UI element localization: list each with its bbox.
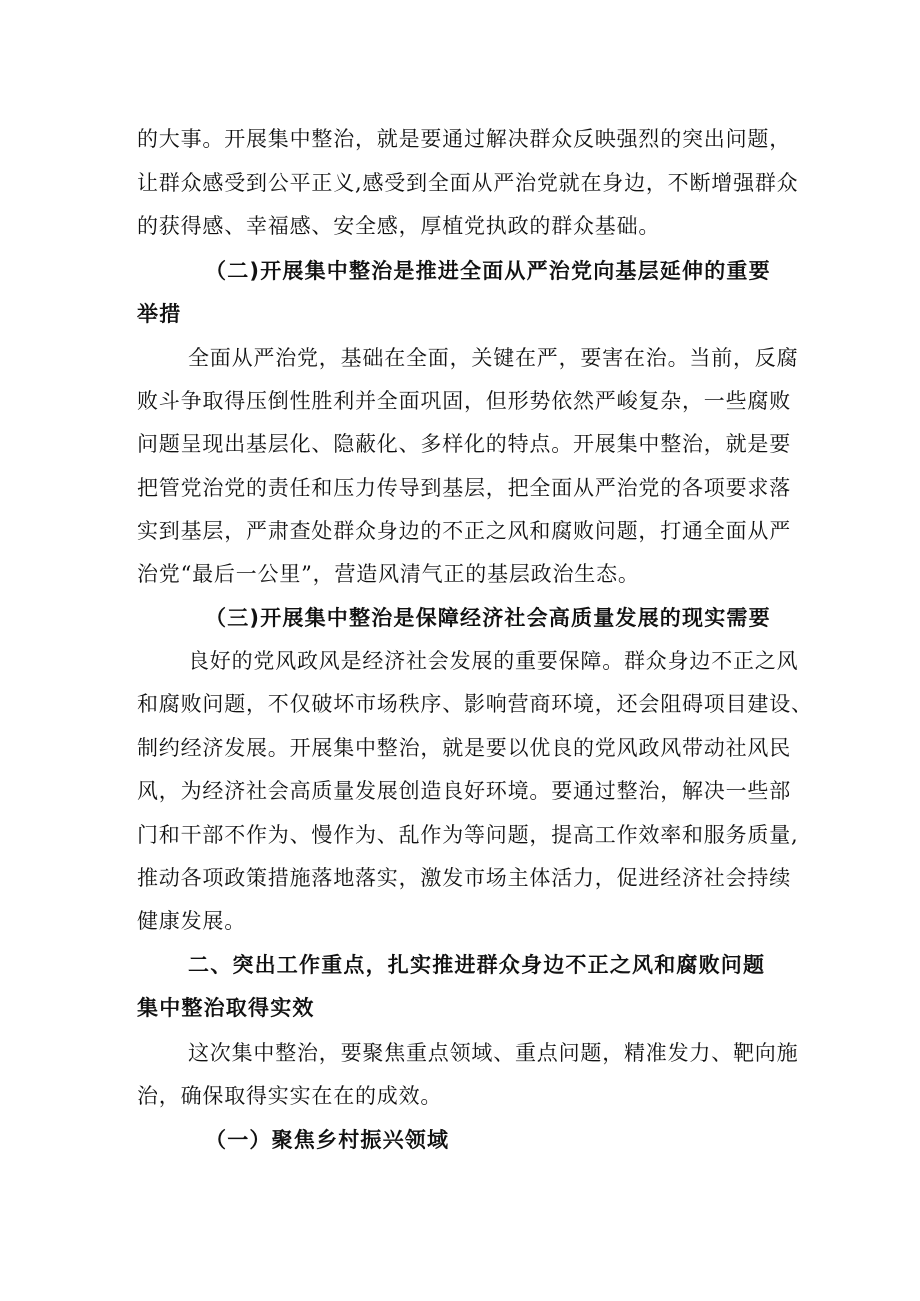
section-heading: （三)开展集中整治是保障经济社会高质量发展的现实需要: [205, 606, 771, 630]
paragraph-line: 把管党治党的责任和压力传导到基层，把全面从严治党的各项要求落: [137, 476, 791, 500]
paragraph-line: 和腐败问题，不仅破坏市场秩序、影响营商环境，还会阻碍项目建设、: [137, 692, 813, 716]
paragraph-line: 的大事。开展集中整治，就是要通过解决群众反映强烈的突出问题，: [137, 127, 791, 151]
section-heading-continued: 举措: [137, 302, 182, 326]
paragraph-line: 治，确保取得实实在在的成效。: [137, 1084, 443, 1108]
paragraph-line: 问题呈现出基层化、隐蔽化、多样化的特点。开展集中整治，就是要: [137, 432, 791, 456]
paragraph-line: 全面从严治党，基础在全面，关键在严，要害在治。当前，反腐: [188, 346, 799, 370]
paragraph-line: 实到基层，严肃查处群众身边的不正之风和腐败问题，打通全面从严: [137, 519, 791, 543]
paragraph-line: 败斗争取得压倒性胜利并全面巩固，但形势依然严峻复杂，一些腐败: [137, 389, 791, 413]
chapter-heading: 二、突出工作重点，扎实推进群众身边不正之风和腐败问题: [188, 953, 766, 977]
paragraph-line: 的获得感、幸福感、安全感，厚植党执政的群众基础。: [137, 214, 661, 238]
paragraph-line: 健康发展。: [137, 909, 246, 933]
paragraph-line: 风，为经济社会高质量发展创造良好环境。要通过整治，解决一些部: [137, 779, 791, 803]
paragraph-line: 让群众感受到公平正义,感受到全面从严治党就在身边，不断增强群众: [137, 171, 799, 195]
paragraph-line: 门和干部不作为、慢作为、乱作为等问题，提高工作效率和服务质量,: [137, 823, 799, 847]
paragraph-line: 推动各项政策措施落地落实，激发市场主体活力，促进经济社会持续: [137, 866, 791, 890]
chapter-heading-continued: 集中整治取得实效: [137, 996, 315, 1020]
paragraph-line: 这次集中整治，要聚焦重点领域、重点问题，精准发力、靶向施: [188, 1041, 799, 1065]
section-heading: （一）聚焦乡村振兴领域: [205, 1128, 450, 1152]
section-heading: （二)开展集中整治是推进全面从严治党向基层延伸的重要: [205, 259, 771, 283]
paragraph-line: 制约经济发展。开展集中整治，就是要以优良的党风政风带动社风民: [137, 736, 791, 760]
paragraph-line: 治党“最后一公里”，营造风清气正的基层政治生态。: [137, 562, 640, 586]
paragraph-line: 良好的党风政风是经济社会发展的重要保障。群众身边不正之风: [188, 649, 799, 673]
